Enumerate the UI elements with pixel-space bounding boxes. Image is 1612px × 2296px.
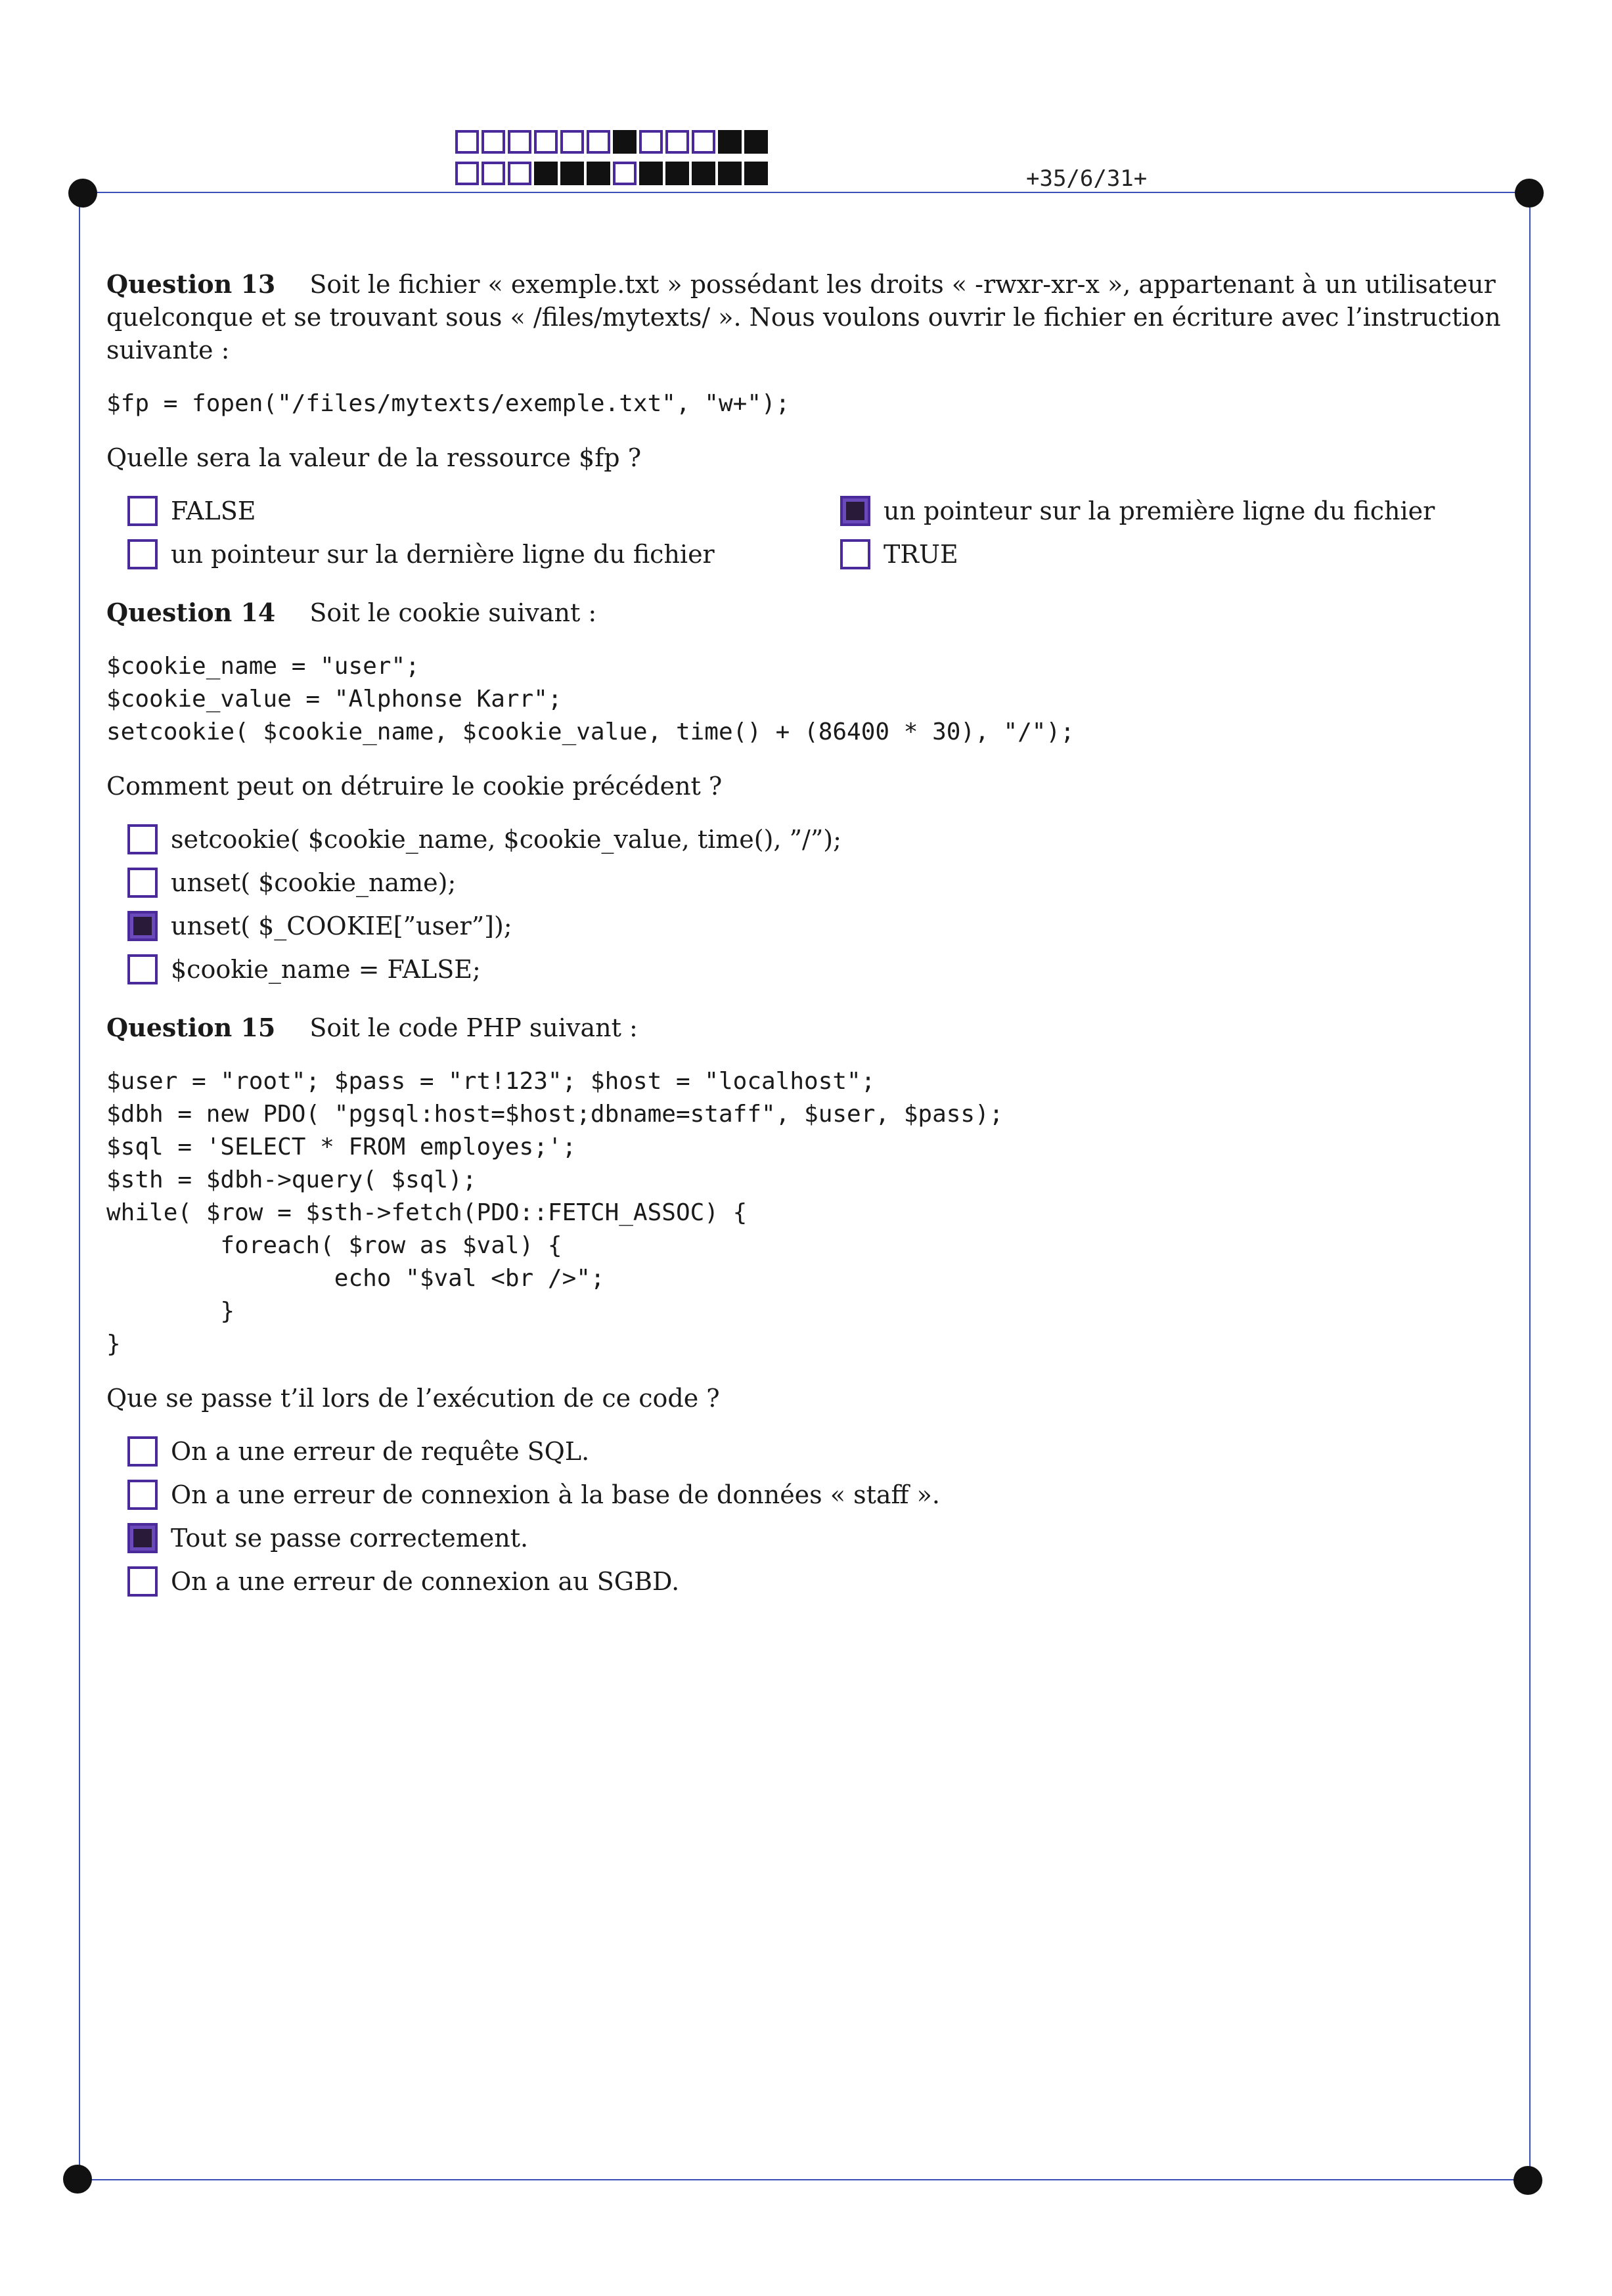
answer-option[interactable] (127, 1566, 1506, 1597)
question-15-label: Question 15 (106, 1013, 276, 1042)
answer-label: setcookie( $cookie_name, $cookie_value, time(), ”/”); (171, 825, 841, 854)
answer-label: FALSE (171, 497, 256, 525)
code-grid-cell (508, 162, 531, 185)
answer-option[interactable] (840, 539, 1497, 570)
code-grid-cell (744, 162, 768, 185)
code-grid-cell (692, 130, 715, 154)
questions-area (106, 268, 1506, 1597)
corner-mark-top-right (1515, 179, 1544, 208)
question-13-code: $fp = fopen("/files/mytexts/exemple.txt", "w+"); (106, 390, 790, 417)
answer-option[interactable] (127, 539, 840, 570)
question-13-statement (106, 268, 1506, 366)
answer-option[interactable] (127, 1479, 1506, 1511)
answer-label: un pointeur sur la première ligne du fichier (884, 497, 1435, 525)
answer-label: unset( $cookie_name); (171, 868, 457, 897)
question-15-text: Soit le code PHP suivant : (309, 1013, 638, 1042)
question-14-code: $cookie_name = "user"; $cookie_value = "Alphonse Karr"; setcookie( $cookie_name, $cookie_value, time() + (86400 * 30), "/"); (106, 653, 1075, 745)
question-15-answers (127, 1436, 1506, 1597)
question-13-answers (127, 495, 1506, 570)
corner-mark-bottom-right (1513, 2166, 1542, 2195)
question-15-prompt: Que se passe t’il lors de l’exécution de ce code ? (106, 1384, 720, 1413)
question-14-text: Soit le cookie suivant : (309, 598, 597, 627)
id-code-grid-row-2 (455, 162, 771, 185)
code-grid-cell (639, 162, 663, 185)
question-15 (106, 1011, 1506, 1597)
checkbox[interactable] (127, 1480, 158, 1510)
checkbox[interactable] (127, 824, 158, 854)
checkbox[interactable] (127, 911, 158, 941)
answer-label: TRUE (884, 540, 958, 569)
checkbox[interactable] (840, 539, 870, 569)
answer-option[interactable] (127, 1436, 1506, 1467)
answer-label: On a une erreur de connexion au SGBD. (171, 1567, 680, 1596)
question-13-text: Soit le fichier « exemple.txt » possédant les droits « -rwxr-xr-x », appartenant à un utilisateur quelconque et se trouvant sous « /files/mytexts/ ». Nous voulons ouvrir le fichier en écriture avec l’instruction suivante : (106, 270, 1501, 364)
code-grid-cell (587, 130, 610, 154)
answer-label: Tout se passe correctement. (171, 1524, 529, 1553)
frame-bottom-line (78, 2179, 1529, 2180)
question-15-statement (106, 1011, 1506, 1044)
answer-option[interactable] (127, 495, 840, 527)
question-14-statement (106, 596, 1506, 629)
question-14 (106, 596, 1506, 985)
checkbox[interactable] (127, 954, 158, 984)
checkbox[interactable] (127, 496, 158, 526)
id-code-grid-row-1 (455, 130, 771, 154)
code-grid-cell (508, 130, 531, 154)
checkbox[interactable] (127, 1523, 158, 1553)
corner-mark-bottom-left (63, 2165, 92, 2194)
code-grid-cell (560, 130, 584, 154)
answer-option[interactable] (840, 495, 1497, 527)
frame-right-line (1529, 192, 1531, 2180)
question-14-label: Question 14 (106, 598, 276, 627)
question-14-prompt: Comment peut on détruire le cookie précédent ? (106, 772, 723, 801)
answer-label: $cookie_name = FALSE; (171, 955, 481, 984)
code-grid-cell (534, 162, 558, 185)
answer-label: On a une erreur de connexion à la base de données « staff ». (171, 1480, 940, 1509)
corner-mark-top-left (68, 179, 97, 208)
code-grid-cell (639, 130, 663, 154)
checkbox[interactable] (127, 868, 158, 898)
question-13-label: Question 13 (106, 269, 276, 299)
answer-label: On a une erreur de requête SQL. (171, 1437, 590, 1466)
question-13 (106, 268, 1506, 570)
code-grid-cell (665, 162, 689, 185)
code-grid-cell (481, 162, 505, 185)
code-grid-cell (744, 130, 768, 154)
checkbox[interactable] (840, 496, 870, 526)
answer-option[interactable] (127, 824, 1506, 855)
answer-option[interactable] (127, 867, 1506, 898)
code-grid-cell (665, 130, 689, 154)
question-13-prompt: Quelle sera la valeur de la ressource $fp ? (106, 443, 642, 472)
answer-option[interactable] (127, 1522, 1506, 1554)
sheet-code: +35/6/31+ (1026, 166, 1148, 192)
question-14-answers (127, 824, 1506, 985)
code-grid-cell (692, 162, 715, 185)
question-15-code: $user = "root"; $pass = "rt!123"; $host = "localhost"; $dbh = new PDO( "pgsql:host=$host;dbname=staff", $user, $pass); $sql = 'SELECT * FROM employes;'; $sth = $dbh->query( $sql); while( $row = $sth->fetch(PDO::FETCH_ASSOC) { foreach( $row as $val) { echo "$val <br />"; } } (106, 1068, 1004, 1358)
answer-label: un pointeur sur la dernière ligne du fichier (171, 540, 715, 569)
code-grid-cell (534, 130, 558, 154)
checkbox[interactable] (127, 1436, 158, 1467)
code-grid-cell (718, 162, 742, 185)
checkbox[interactable] (127, 539, 158, 569)
code-grid-cell (613, 162, 637, 185)
code-grid-cell (481, 130, 505, 154)
answer-option[interactable] (127, 910, 1506, 942)
code-grid-cell (455, 162, 479, 185)
code-grid-cell (718, 130, 742, 154)
checkbox[interactable] (127, 1566, 158, 1597)
answer-label: unset( $_COOKIE[”user”]); (171, 912, 512, 940)
code-grid-cell (613, 130, 637, 154)
answer-option[interactable] (127, 954, 1506, 985)
frame-top-line (84, 192, 1529, 193)
code-grid-cell (587, 162, 610, 185)
frame-left-line (79, 192, 80, 2180)
code-grid-cell (560, 162, 584, 185)
code-grid-cell (455, 130, 479, 154)
